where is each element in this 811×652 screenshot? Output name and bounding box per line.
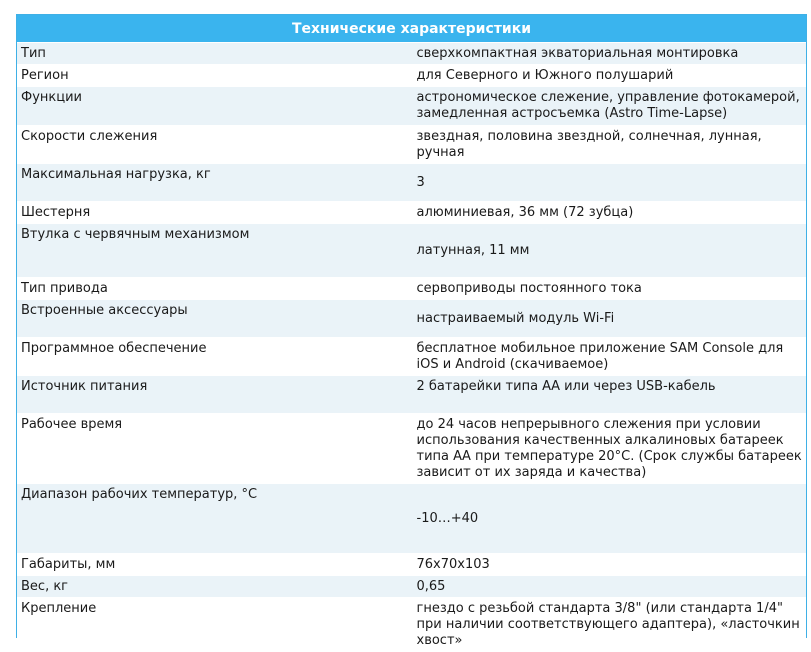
row-label: Функции — [17, 87, 412, 126]
row-label: Шестерня — [17, 202, 412, 224]
row-value: 3 — [412, 164, 807, 202]
row-label: Максимальная нагрузка, кг — [17, 164, 412, 202]
row-value: латунная, 11 мм — [412, 224, 807, 278]
row-value: 76x70x103 — [412, 554, 807, 576]
row-label: Втулка с червячным механизмом — [17, 224, 412, 278]
table-row — [17, 224, 806, 278]
row-value: сверхкомпактная экваториальная монтировка — [412, 43, 807, 65]
row-label: Скорости слежения — [17, 126, 412, 164]
row-value: алюминиевая, 36 мм (72 зубца) — [412, 202, 807, 224]
row-value: настраиваемый модуль Wi-Fi — [412, 300, 807, 338]
table-row — [17, 300, 806, 338]
row-label: Тип — [17, 43, 412, 65]
spec-table — [17, 15, 806, 652]
row-value: до 24 часов непрерывного слежения при условии использования качественных алкалиновых батареек типа АА при температуре 20°C. (Срок службы батареек зависит от их заряда и качества) — [412, 414, 807, 484]
row-value: для Северного и Южного полушарий — [412, 65, 807, 87]
table-row — [17, 554, 806, 576]
row-label: Встроенные аксессуары — [17, 300, 412, 338]
table-row — [17, 376, 806, 414]
row-value: астрономическое слежение, управление фотокамерой, замедленная астросъемка (Astro Time-Lapse) — [412, 87, 807, 126]
table-row — [17, 598, 806, 652]
spec-table-frame — [16, 14, 807, 648]
table-row — [17, 65, 806, 87]
row-label: Вес, кг — [17, 576, 412, 598]
table-row — [17, 414, 806, 484]
table-row — [17, 43, 806, 65]
row-value: бесплатное мобильное приложение SAM Console для iOS и Android (скачиваемое) — [412, 338, 807, 376]
row-value: -10…+40 — [412, 484, 807, 554]
row-value: 0,65 — [412, 576, 807, 598]
table-row — [17, 126, 806, 164]
table-row — [17, 484, 806, 554]
table-row — [17, 87, 806, 126]
table-row — [17, 164, 806, 202]
table-row — [17, 576, 806, 598]
row-value: гнездо с резьбой стандарта 3/8" (или стандарта 1/4" при наличии соответствующего адаптера), «ласточкин хвост» — [412, 598, 807, 652]
row-value: звездная, половина звездной, солнечная, лунная, ручная — [412, 126, 807, 164]
row-label: Габариты, мм — [17, 554, 412, 576]
row-label: Регион — [17, 65, 412, 87]
row-label: Рабочее время — [17, 414, 412, 484]
table-row — [17, 278, 806, 300]
table-row — [17, 202, 806, 224]
row-label: Тип привода — [17, 278, 412, 300]
table-title: Технические характеристики — [17, 15, 806, 43]
row-label: Крепление — [17, 598, 412, 652]
table-row — [17, 338, 806, 376]
row-label: Программное обеспечение — [17, 338, 412, 376]
row-label: Диапазон рабочих температур, °C — [17, 484, 412, 554]
row-value: сервоприводы постоянного тока — [412, 278, 807, 300]
table-header-row — [17, 15, 806, 43]
row-value: 2 батарейки типа АА или через USB-кабель — [412, 376, 807, 414]
row-label: Источник питания — [17, 376, 412, 414]
